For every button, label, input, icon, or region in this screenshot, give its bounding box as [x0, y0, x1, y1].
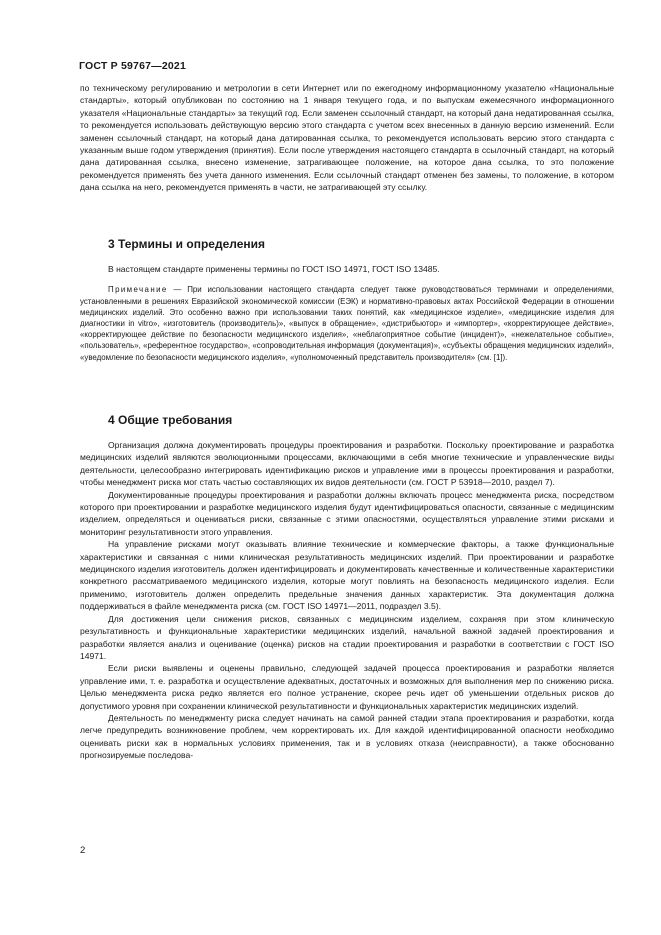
- section-3-text: В настоящем стандарте применены термины по ГОСТ ISO 14971, ГОСТ ISO 13485.: [108, 264, 440, 274]
- note-text: — При использовании настоящего стандарта следует также руководствоваться терминами и определениями, установленными в решениях Евразийской экономической комиссии (ЕЭК) и нормативно-правовых актах Российской Федерации в отношении медицинских изделий. Это особенно важно при использовании таких понятий, как «медицинское изделие», «медицинские изделия для диагностики in vitro», «изготовитель (производитель)», «выпуск в обращение», «дистрибьютор» и «импортер», «корректирующее действие», «корректирующее действие по безопасности медицинского изделия», «неблагоприятное событие (инцидент)», «нежелательное событие», «пользователь», «референтное государство», «сопроводительная информация (документация)», «субъекты обращения медицинских изделий», «уведомление по безопасности медицинского изделия», «уполномоченный представитель производителя» (см. [1]).: [80, 285, 614, 362]
- page-number: 2: [80, 845, 86, 856]
- section-3-note: [80, 284, 614, 362]
- intro-paragraph: по техническому регулированию и метрологии в сети Интернет или по ежегодному информационному указателю «Национальные стандарты», который опубликован по состоянию на 1 января текущего года, и по выпускам ежемесячного информационного указателя «Национальные стандарты» за текущий год. Если заменен ссылочный стандарт, на который дана недатированная ссылка, то рекомендуется использовать действующую версию этого стандарта с учетом всех внесенных в данную версию изменений. Если заменен ссылочный стандарт, на который дана датированная ссылка, то рекомендуется использовать версию этого стандарта с указанным выше годом утверждения (принятия). Если после утверждения настоящего стандарта в ссылочный стандарт, на который дана датированная ссылка, внесено изменение, затрагивающее положение, на которое дана ссылка, то это положение рекомендуется применять без учета данного изменения. Если ссылочный стандарт отменен без замены, то положение, в котором дана ссылка на него, рекомендуется применять в части, не затрагивающей эту ссылку.: [80, 83, 614, 193]
- intro-block: [80, 82, 614, 194]
- section-4-paragraph-1: Организация должна документировать процедуры проектирования и разработки. Поскольку проектирование и разработка медицинских изделий являются эволюционными процессами, включающими в себя многие технические и управленческие виды деятельности, целесообразно интегрировать идентификацию рисков и управление ими в процессы проектирования и разработки, чтобы менеджмент риска мог стать частью составляющих их видов деятельности (см. ГОСТ Р 53918—2010, раздел 7).: [80, 440, 614, 488]
- section-4-heading: 4 Общие требования: [108, 413, 233, 427]
- section-4: [80, 413, 614, 762]
- section-4-paragraph-5: Если риски выявлены и оценены правильно, следующей задачей процесса проектирования и разработки является управление ими, т. е. разработка и осуществление адекватных, достаточных и возможных для выполнения мер по снижению риска. Целью менеджмента риска редко является его полное устранение, скорее речь идет об уменьшении отдельных рисков до допустимого уровня при сохранении клинической результативности и функциональных характеристик медицинских изделий.: [80, 663, 614, 711]
- section-3: [80, 237, 614, 363]
- section-4-paragraph-4: Для достижения цели снижения рисков, связанных с медицинским изделием, сохраняя при этом клиническую результативность и функциональные характеристики медицинских изделий, начальной важной задачей проектирования и разработки является анализ и оценивание (оценка) рисков на стадии проектирования и разработки в соответствии с ГОСТ ISO 14971.: [80, 613, 614, 661]
- section-4-paragraph-6: Деятельность по менеджменту риска следует начинать на самой ранней стадии этапа проектирования и разработки, когда легче предупредить возникновение проблем, чем корректировать их. Для каждой идентифицированной опасности необходимо оценивать риски как в нормальных условиях применения, так и в условиях отказа (неисправности), а также обоснованно прогнозируемые последова-: [80, 712, 614, 761]
- section-4-paragraph-2: Документированные процедуры проектирования и разработки должны включать процесс менеджмента риска, посредством которого при проектировании и разработке медицинского изделия будут идентифицироваться опасности, связанные с медицинским изделием, определяться и оцениваться риски, связанные с этими опасностями, осуществляться управление этими рисками и мониторинг результативности этого управления.: [80, 489, 614, 537]
- document-code-header: ГОСТ Р 59767—2021: [79, 60, 187, 72]
- section-4-paragraph-3: На управление рисками могут оказывать влияние технические и коммерческие факторы, а также функциональные характеристики и связанная с ними клиническая результативность медицинских изделий. При проектировании и разработке медицинского изделия изготовитель должен идентифицировать и документировать качественные и количественные характеристики конкретного рассматриваемого медицинского изделия, которые могут повлиять на безопасность медицинского изделия. Если применимо, изготовитель должен определить предельные значения данных характеристик. Эта документация должна поддерживаться в файле менеджмента риска (см. ГОСТ ISO 14971—2011, подраздел 3.5).: [80, 539, 614, 612]
- note-label: Примечание: [108, 285, 168, 295]
- section-3-heading: 3 Термины и определения: [108, 237, 266, 251]
